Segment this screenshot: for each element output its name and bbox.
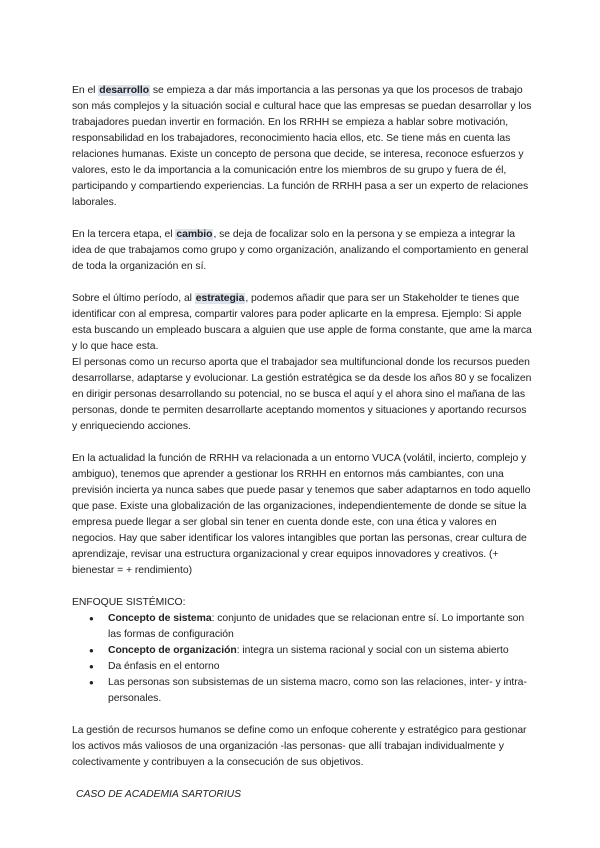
- paragraph-estrategia: [72, 291, 534, 355]
- paragraph-definition: La gestión de recursos humanos se define como un enfoque coherente y estratégico para gestionar los activos más valiosos de una organización -las personas- que allí trabajan individualmente y colectivamente y contribuyen a la consecución de sus objetivos.: [72, 725, 527, 768]
- paragraph-text: En el: [72, 85, 99, 96]
- bullet-text: : conjunto de unidades que se relacionan entre sí. Lo importante son las formas de configuración: [108, 613, 525, 640]
- paragraph-text: Sobre el último período, al: [72, 293, 195, 304]
- paragraph-cambio: [72, 227, 534, 275]
- section-heading: ENFOQUE SISTÉMICO:: [72, 597, 186, 608]
- highlighted-term-estrategia: estrategia: [195, 293, 245, 304]
- list-item: [72, 675, 534, 707]
- paragraph-desarrollo: [72, 83, 534, 211]
- paragraph-text: , podemos añadir que para ser un Stakeholder te tienes que identificar con al empresa, compartir valores para poder aplicarte en la empresa. Ejemplo: Si apple esta buscando un empleado buscara a alguien que use apple de forma constante, que ame la marca y lo que hace esta.: [72, 293, 532, 352]
- paragraph-text: , se deja de focalizar solo en la persona y se empieza a integrar la idea de que trabajamos como grupo y como organización, analizando el comportamiento en general de toda la organización en sí.: [72, 229, 529, 272]
- bullet-text: Las personas son subsistemas de un sistema macro, como son las relaciones, inter- y intra- personales.: [108, 677, 527, 704]
- bullet-term: Concepto de organización: [108, 645, 237, 656]
- paragraph-text: se empieza a dar más importancia a las personas ya que los procesos de trabajo son más complejos y la situación social e cultural hace que las empresas se puedan desarrollar y los trabajadores puedan invertir en formación. En los RRHH se empieza a hablar sobre motivación, responsabilidad en los trabajadores, reconocimiento hacia ellos, etc. Se tiene más en cuenta las relaciones humanas. Existe un concepto de persona que decide, se interesa, reconoce esfuerzos y valores, esto le da importancia a la comunicación entre los miembros de su grupo y fuera de él, participando y compartiendo experiencias. La función de RRHH pasa a ser un experto de relaciones laborales.: [72, 85, 532, 208]
- bullet-term: Concepto de sistema: [108, 613, 212, 624]
- case-title: CASO DE ACADEMIA SARTORIUS: [76, 789, 241, 800]
- list-item: [72, 611, 534, 643]
- paragraph-vuca: En la actualidad la función de RRHH va relacionada a un entorno VUCA (volátil, incierto, complejo y ambiguo), tenemos que aprender a gestionar los RRHH en entornos más cambiantes, con una previsión incierta ya nunca sabes que puede pasar y tenemos que saber adaptarnos en todo aquello que pase. Existe una globalización de las organizaciones, independientemente de donde se situe la empresa puede llegar a ser global sin tener en cuenta donde este, con una ética y valores en negocios. Hay que saber identificar los valores intangibles que portan las personas, crear cultura de aprendizaje, revisar una estructura organizacional y crear equipos innovadores y creativos. (+ bienestar = + rendimiento): [72, 453, 531, 576]
- paragraph-text: En la tercera etapa, el: [72, 229, 176, 240]
- bullet-text: : integra un sistema racional y social con un sistema abierto: [236, 645, 509, 656]
- bullet-text: Da énfasis en el entorno: [108, 661, 220, 672]
- document-body: [72, 83, 534, 803]
- highlighted-term-desarrollo: desarrollo: [99, 85, 150, 96]
- list-item: [72, 643, 534, 659]
- list-item: [72, 659, 534, 675]
- highlighted-term-cambio: cambio: [176, 229, 213, 240]
- bullet-list: [72, 611, 534, 707]
- paragraph-recurso: El personas como un recurso aporta que el trabajador sea multifuncional donde los recursos pueden desarrollarse, adaptarse y evolucionar. La gestión estratégica se da desde los años 80 y se focalizen en dirigir personas desarrollando su potencial, no se busca el aquí y el ahora sino el mañana de las personas, donde te permiten desarrollarte aceptando momentos y situaciones y aportando recursos y enriqueciendo acciones.: [72, 357, 532, 432]
